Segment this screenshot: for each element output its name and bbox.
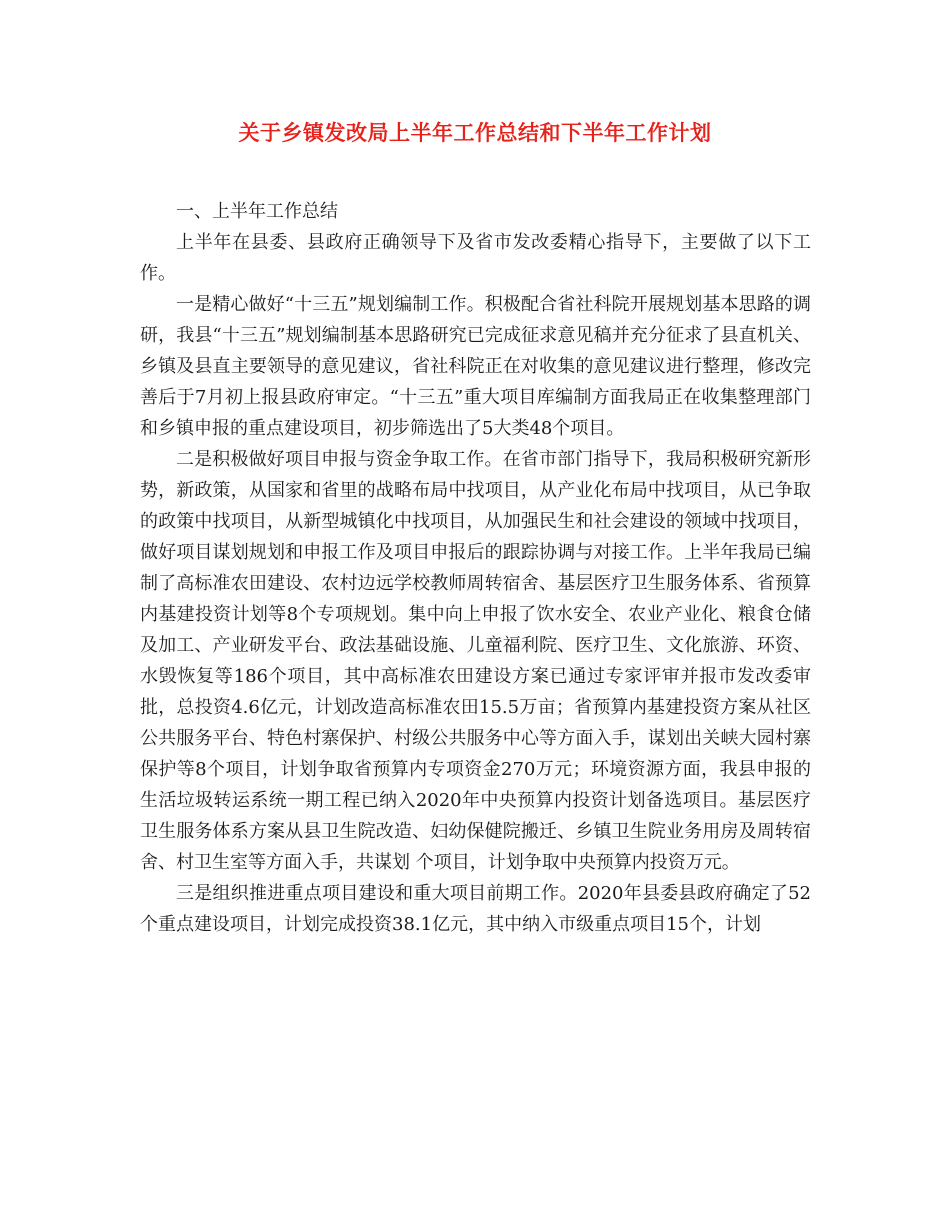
paragraph-plan-compilation: 一是精心做好“十三五”规划编制工作。积极配合省社科院开展规划基本思路的调研，我县“十三五”规划编制基本思路研究已完成征求意见稿并充分征求了县直机关、乡镇及县直主要领导的意见建议，省社科院正在对收集的意见建议进行整理，修改完善后于7月初上报县政府审定。“十三五”重大项目库编制方面我局正在收集整理部门和乡镇申报的重点建设项目，初步筛选出了5大类48个项目。: [140, 294, 811, 439]
section-heading: 一、上半年工作总结: [176, 201, 338, 222]
document-body: [140, 196, 811, 940]
paragraph-key-projects: 三是组织推进重点项目建设和重大项目前期工作。2020年县委县政府确定了52个重点建设项目，计划完成投资38.1亿元，其中纳入市级重点项目15个，计划: [140, 883, 811, 935]
paragraph-project-application: 二是积极做好项目申报与资金争取工作。在省市部门指导下，我局积极研究新形势，新政策，从国家和省里的战略布局中找项目，从产业化布局中找项目，从已争取的政策中找项目，从新型城镇化中找项目，从加强民生和社会建设的领域中找项目，做好项目谋划规划和申报工作及项目申报后的跟踪协调与对接工作。上半年我局已编制了高标准农田建设、农村边远学校教师周转宿舍、基层医疗卫生服务体系、省预算内基建投资计划等8个专项规划。集中向上申报了饮水安全、农业产业化、粮食仓储及加工、产业研发平台、政法基础设施、儿童福利院、医疗卫生、文化旅游、环资、水毁恢复等186个项目，其中高标准农田建设方案已通过专家评审并报市发改委审批，总投资4.6亿元，计划改造高标准农田15.5万亩；省预算内基建投资方案从社区公共服务平台、特色村寨保护、村级公共服务中心等方面入手，谋划出关峡大园村寨保护等8个项目，计划争取省预算内专项资金270万元；环境资源方面，我县申报的生活垃圾转运系统一期工程已纳入2020年中央预算内投资计划备选项目。基层医疗卫生服务体系方案从县卫生院改造、妇幼保健院搬迁、乡镇卫生院业务用房及周转宿舍、村卫生室等方面入手，共谋划 个项目，计划争取中央预算内投资万元。: [140, 449, 811, 873]
paragraph-intro: 上半年在县委、县政府正确领导下及省市发改委精心指导下，主要做了以下工作。: [140, 232, 811, 284]
document-title: 关于乡镇发改局上半年工作总结和下半年工作计划: [238, 121, 712, 145]
